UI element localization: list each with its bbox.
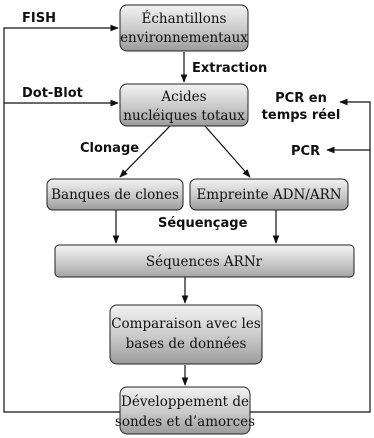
label-pcr-temps-reel-2: temps réel bbox=[261, 108, 341, 123]
node-developpement-line-2: sondes et d’amorces bbox=[114, 414, 256, 430]
node-comparaison bbox=[110, 305, 262, 364]
node-banques-label: Banques de clones bbox=[51, 187, 179, 203]
label-clonage: Clonage bbox=[80, 141, 140, 156]
label-pcr-temps-reel-1: PCR en bbox=[275, 91, 327, 106]
empreinte-arrow bbox=[205, 126, 250, 177]
label-extraction: Extraction bbox=[192, 61, 268, 76]
label-sequencage: Séquençage bbox=[158, 216, 248, 231]
node-developpement bbox=[115, 387, 255, 434]
node-echantillons bbox=[120, 5, 248, 51]
node-echantillons-line-1: Échantillons bbox=[141, 11, 227, 27]
node-empreinte bbox=[190, 179, 348, 210]
label-pcr: PCR bbox=[291, 144, 321, 159]
node-comparaison-line-2: bases de données bbox=[125, 336, 247, 352]
node-empreinte-label: Empreinte ADN/ARN bbox=[196, 187, 342, 203]
node-acides bbox=[120, 84, 248, 126]
node-sequences-label: Séquences ARNr bbox=[145, 254, 263, 270]
node-sequences bbox=[55, 245, 354, 277]
node-comparaison-line-1: Comparaison avec les bbox=[111, 316, 261, 332]
label-dot-blot: Dot-Blot bbox=[22, 86, 83, 101]
node-acides-line-1: Acides bbox=[161, 89, 207, 105]
node-acides-line-2: nucléiques totaux bbox=[123, 108, 245, 124]
label-fish: FISH bbox=[22, 11, 56, 26]
node-banques bbox=[47, 179, 183, 210]
node-developpement-line-1: Développement de bbox=[121, 394, 249, 410]
node-echantillons-line-2: environnementaux bbox=[120, 30, 248, 46]
